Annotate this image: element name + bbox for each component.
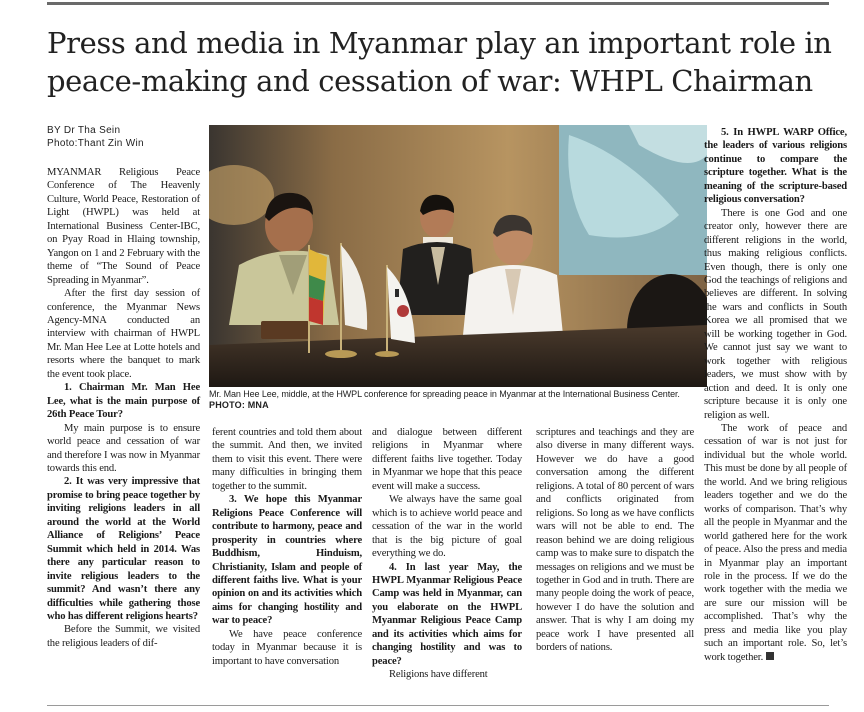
question-3: 3. We hope this Myanmar Religions Peace Conference will contribute to harmony, peace and prosperity in countries where Buddhism, Hinduism, Christianity, Islam and people of different faiths live. What is your opinion on and its activities which aims for changing hostility and war to peace? [212, 494, 362, 627]
answer-2: Before the Summit, we visited the religious leaders of dif- [47, 624, 200, 649]
news-photo [209, 125, 707, 387]
caption-text: Mr. Man Hee Lee, middle, at the HWPL conference for spreading peace in Myanmar at the International Business Center. [209, 389, 680, 399]
article-column-3 [372, 426, 522, 682]
answer-5: There is one God and one creator only, however there are different religions in the world, thus making religious conflicts. Even though, there is only one God the teachings of religions and believes are different. In solving the wars and conflicts in South Korea we all promised that we will be working together in God. We cannot just say we want to work together with religious leaders, we must show with by action and deed. It is only one scripture because it is only one religion as well. [704, 207, 847, 421]
answer-1: My main purpose is to ensure world peace and cessation of war and therefore I was now in Myanmar towards this end. [47, 422, 200, 474]
paragraph: We always have the same goal which is to achieve world peace and cessation of the war in the world that is the big picture of goal everything we do. [372, 494, 522, 560]
article-column-1 [47, 166, 200, 650]
question-4: 4. In last year May, the HWPL Myanmar Religious Peace Camp was held in Myanmar, can you elaborate on the HWPL Myanmar Religious Peace Camp and its activities which aims for changing hostility and was to peace? [372, 561, 522, 667]
end-mark-icon [766, 652, 774, 660]
article-column-2 [212, 426, 362, 668]
answer-4: Religions have different [389, 669, 488, 681]
question-1: 1. Chairman Mr. Man Hee Lee, what is the main purpose of 26th Peace Tour? [47, 382, 200, 421]
bottom-rule [47, 705, 829, 706]
paragraph: scriptures and teachings and they are also diverse in many different ways. However we do have a good conversation among the different religions. A total of 80 percent of wars and conflicts originated from religions. So long as we have conflicts wars will not be able to end. The reason behind we are doing religious camp was to make sure to dispatch the messages on religions and we must be together in God and in truth. There are many people doing the work of peace, however I do have the solution and answer. That is why I am doing my peace work I have presented all borders of nations. [536, 427, 694, 654]
photo-caption [209, 389, 707, 411]
paragraph: and dialogue between different religions in Myanmar where different faiths live together. Today in Myanmar we hope that this peace event will make a success. [372, 427, 522, 492]
answer-3: We have peace conference today in Myanmar because it is important to have conversation [212, 628, 362, 667]
paragraph: MYANMAR Religious Peace Conference of The Heavenly Culture, World Peace, Restoration of Light (HWPL) was held at International Business Center-IBC, on Pyay Road in Hlaing township, Yangon on 1 and 2 February with the theme of “The Sound of Peace Spreading in Myanmar”. [47, 167, 200, 286]
byline-photo-credit: Photo:Thant Zin Win [47, 138, 144, 149]
article-column-5 [704, 126, 847, 664]
paragraph: After the first day session of conference, the Myanmar News Agency-MNA conducted an interview with chairman of HWPL Mr. Man Hee Lee at Lotte hotels and resorts where the banquet to mark the event took place. [47, 288, 200, 380]
paragraph [704, 422, 847, 664]
byline [47, 124, 207, 150]
top-rule [47, 2, 829, 5]
byline-author: BY Dr Tha Sein [47, 125, 121, 136]
question-5: 5. In HWPL WARP Office, the leaders of various religions continue to compare the scripture together. What is the meaning of the scripture-based religious conversation? [704, 127, 847, 206]
headline: Press and media in Myanmar play an important role in peace-making and cessation of war: WHPL Chairman [47, 26, 832, 98]
caption-credit: PHOTO: MNA [209, 400, 269, 410]
paragraph: ferent countries and told them about the summit. And then, we invited them to visit this event. There were many difficulties in bringing them together to the summit. [212, 427, 362, 492]
article-column-4 [536, 426, 694, 655]
question-2: 2. It was very impressive that promise to bring peace together by inviting religions leaders in all around the world at the World Alliance of Religions’ Peace Summit which held in 2014. Was there any particular reason to invite religious leaders to the summit? And wasn’t there any difficulties while gathering those who has different religions hearts? [47, 476, 200, 622]
closing-text: The work of peace and cessation of war is not just for individual but the whole world. This must be done by all people of the world. And we bring religious leaders together and we do the works of comparison. That’s why all the people in Myanmar and the world gathered here for the work of peace. Also the press and media in Myanmar play an important role in the process. If we do the work together with the media we are sure our mission will be accomplished. That’s why the press and media like you play such an important role. So, let’s work together. [704, 422, 847, 663]
